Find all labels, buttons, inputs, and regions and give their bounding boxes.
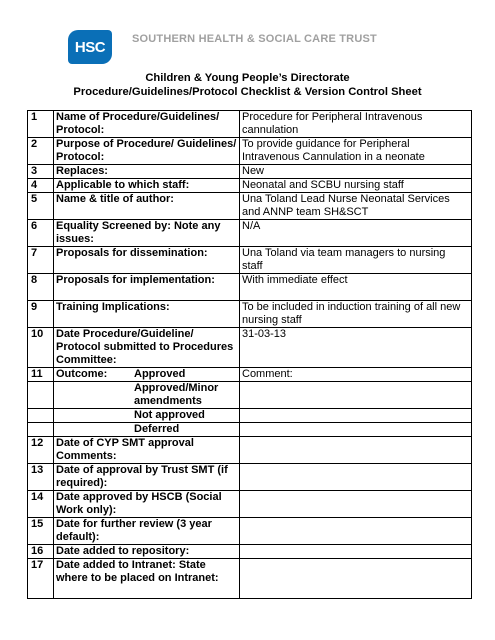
- table-row: [28, 179, 472, 193]
- row-label: Applicable to which staff:: [54, 179, 240, 193]
- row-number: 16: [28, 545, 54, 559]
- row-number: 6: [28, 220, 54, 247]
- row-label: Name of Procedure/Guidelines/ Protocol:: [54, 111, 240, 138]
- row-number: 10: [28, 328, 54, 368]
- row-number: 7: [28, 247, 54, 274]
- row-number: 15: [28, 518, 54, 545]
- row-label: Purpose of Procedure/ Guidelines/ Protocol:: [54, 138, 240, 165]
- outcome-comment: Comment:: [240, 368, 472, 382]
- row-number: 17: [28, 559, 54, 599]
- table-row: [28, 518, 472, 545]
- table-row: [28, 464, 472, 491]
- row-value: Procedure for Peripheral Intravenous cannulation: [240, 111, 472, 138]
- row-number: 12: [28, 437, 54, 464]
- row-number: 9: [28, 301, 54, 328]
- table-row: [28, 559, 472, 599]
- row-label: Equality Screened by: Note any issues:: [54, 220, 240, 247]
- row-value: To be included in induction training of all new nursing staff: [240, 301, 472, 328]
- row-number: 4: [28, 179, 54, 193]
- version-control-table: [27, 110, 472, 599]
- table-row: [28, 138, 472, 165]
- hsc-logo: HSC: [68, 30, 112, 64]
- row-number: 8: [28, 274, 54, 301]
- table-row: [28, 491, 472, 518]
- row-label: Training Implications:: [54, 301, 240, 328]
- table-row: [28, 301, 472, 328]
- outcome-row: [28, 368, 472, 382]
- table-row: [28, 193, 472, 220]
- row-value: N/A: [240, 220, 472, 247]
- trust-name: SOUTHERN HEALTH & SOCIAL CARE TRUST: [132, 33, 377, 45]
- row-number: 2: [28, 138, 54, 165]
- table-row: [28, 165, 472, 179]
- row-label: Date of approval by Trust SMT (if required):: [54, 464, 240, 491]
- table-row: [28, 545, 472, 559]
- table-row: [28, 274, 472, 301]
- row-label: Date Procedure/Guideline/ Protocol submitted to Procedures Committee:: [54, 328, 240, 368]
- outcome-option-deferred: Deferred: [54, 423, 240, 437]
- row-value: [240, 437, 472, 464]
- outcome-row: [28, 409, 472, 423]
- outcome-row: [28, 423, 472, 437]
- outcome-row: [28, 382, 472, 409]
- row-label: Date for further review (3 year default):: [54, 518, 240, 545]
- table-row: [28, 220, 472, 247]
- table-row: [28, 328, 472, 368]
- row-value: [240, 491, 472, 518]
- row-value: 31-03-13: [240, 328, 472, 368]
- row-value: Neonatal and SCBU nursing staff: [240, 179, 472, 193]
- table-row: [28, 437, 472, 464]
- table-row: [28, 247, 472, 274]
- row-number: 3: [28, 165, 54, 179]
- row-label: Date added to repository:: [54, 545, 240, 559]
- row-value: Una Toland via team managers to nursing staff: [240, 247, 472, 274]
- row-number: 5: [28, 193, 54, 220]
- checklist-title: Procedure/Guidelines/Protocol Checklist & Version Control Sheet: [73, 86, 422, 98]
- row-number: 13: [28, 464, 54, 491]
- row-value: [240, 464, 472, 491]
- row-label: Proposals for dissemination:: [54, 247, 240, 274]
- outcome-option-text: Approved: [134, 368, 186, 380]
- row-value: With immediate effect: [240, 274, 472, 301]
- row-value: To provide guidance for Peripheral Intravenous Cannulation in a neonate: [240, 138, 472, 165]
- row-value: Una Toland Lead Nurse Neonatal Services and ANNP team SH&SCT: [240, 193, 472, 220]
- outcome-label: Outcome:: [56, 368, 108, 380]
- row-value: New: [240, 165, 472, 179]
- table-row: [28, 111, 472, 138]
- row-number: 11: [28, 368, 54, 382]
- outcome-option-approved: [54, 368, 240, 382]
- row-value: [240, 545, 472, 559]
- row-label: Date of CYP SMT approval Comments:: [54, 437, 240, 464]
- outcome-option-minor: Approved/Minor amendments: [54, 382, 240, 409]
- row-label: Date added to Intranet: State where to be placed on Intranet:: [54, 559, 240, 599]
- row-label: Name & title of author:: [54, 193, 240, 220]
- row-label: Replaces:: [54, 165, 240, 179]
- outcome-option-not-approved: Not approved: [54, 409, 240, 423]
- row-value: [240, 559, 472, 599]
- row-label: Date approved by HSCB (Social Work only):: [54, 491, 240, 518]
- row-label: Proposals for implementation:: [54, 274, 240, 301]
- directorate-title: Children & Young People’s Directorate: [145, 72, 350, 84]
- row-number: 1: [28, 111, 54, 138]
- row-number: 14: [28, 491, 54, 518]
- row-value: [240, 518, 472, 545]
